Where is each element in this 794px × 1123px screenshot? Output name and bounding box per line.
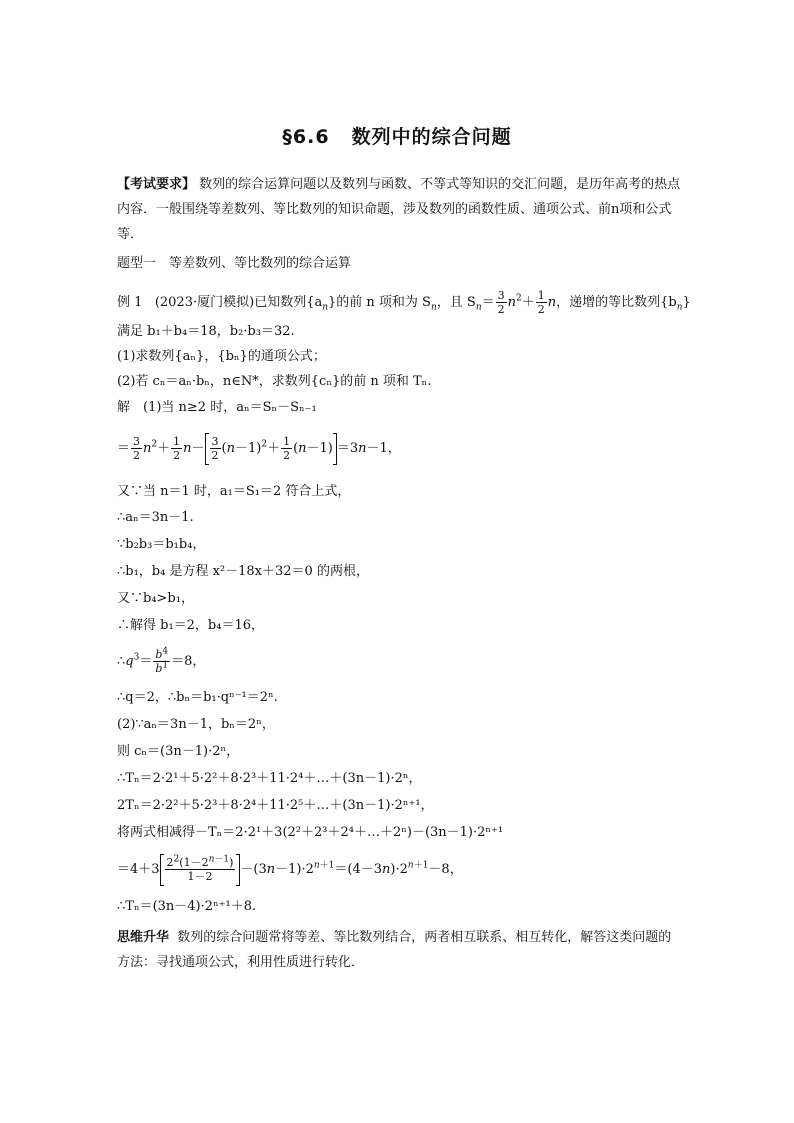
example-label: 例 1 [117, 295, 143, 310]
page-title [0, 122, 794, 149]
fraction: $\frac{3}{2}$ [133, 435, 141, 462]
reflection-label: 思维升华 [117, 930, 170, 945]
exam-requirement [117, 172, 682, 247]
reflection-text: 数列的综合问题常将等差、等比数列结合，两者相互联系、相互转化，解答这类问题的方法：寻找通项公式，利用性质进行转化． [117, 930, 672, 970]
right-bracket [236, 854, 240, 886]
solution-line-15: 将两式相减得－Tₙ＝2·2¹＋3(2²＋2³＋2⁴＋…＋2ⁿ)－(3n－1)·2ⁿ⁺¹ [117, 825, 504, 840]
reflection [117, 925, 682, 975]
fraction-three-halves: $\frac{3}{2}$ [497, 289, 505, 316]
example-text: }的前 n 项和为 S [328, 295, 431, 310]
solution-line-4: ∴aₙ＝3n－1. [117, 510, 194, 525]
solution-line-6: ∴b₁，b₄ 是方程 x²－18x＋32＝0 的两根， [117, 564, 369, 579]
fraction: $\frac{2^2(1-2^{n-1})}{1-2}$ [166, 854, 234, 883]
left-bracket [160, 854, 164, 886]
solution-line-7: 又∵b₄>b₁， [117, 591, 194, 606]
solution-line-13: ∴Tₙ＝2·2¹＋5·2²＋8·2³＋11·2⁴＋…＋(3n－1)·2ⁿ， [117, 771, 422, 786]
right-bracket [333, 433, 337, 465]
question-2: (2)若 cₙ＝aₙ·bₙ，n∈N*，求数列{cₙ}的前 n 项和 Tₙ. [117, 374, 432, 389]
solution-line-11: (2)∵aₙ＝3n－1，bₙ＝2ⁿ， [117, 717, 275, 732]
section-name: 数列中的综合问题 [351, 126, 512, 148]
example-text: ＝ [481, 295, 495, 310]
fraction: $\frac{3}{2}$ [211, 435, 219, 462]
solution-line-10: ∴q＝2，∴bₙ＝b₁·qⁿ⁻¹＝2ⁿ. [117, 690, 278, 705]
example-source: (2023·厦门模拟) [154, 295, 255, 310]
solution-line-3: 又∵当 n＝1 时，a₁＝S₁＝2 符合上式， [117, 484, 351, 499]
requirement-text: 数列的综合运算问题以及数列与函数、不等式等知识的交汇问题，是历年高考的热点内容．一般围绕等差数列、等比数列的知识命题，涉及数列的函数性质、通项公式、前n项和公式等． [117, 177, 681, 242]
example-text: ，且 S [436, 295, 476, 310]
solution-line-1: 解 (1)当 n≥2 时，aₙ＝Sₙ－Sₙ₋₁ [117, 400, 317, 415]
fraction: $\frac{1}{2}$ [173, 435, 181, 462]
solution-line-17: ∴Tₙ＝(3n－4)·2ⁿ⁺¹＋8. [117, 899, 257, 914]
fraction: $\frac{1}{2}$ [283, 435, 291, 462]
example-line-2: 满足 b₁＋b₄＝18，b₂·b₃＝32. [117, 324, 295, 339]
solution-line-8: ∴解得 b₁＝2，b₄＝16， [117, 618, 265, 633]
requirement-label: 【考试要求】 [117, 177, 196, 192]
section-number: §6.6 [282, 126, 330, 148]
example-text: 已知数列{a [254, 295, 323, 310]
solution-line-2: ＝ $\frac{3}{2}$ $n^2+$ $\frac{1}{2}$ n－ $\frac{3}{2}$ $(n-1)^2+$ $\frac{1}{2}$ (n－1) ＝3n－1， [117, 432, 401, 466]
fraction: $\frac{b^4}{b^1}$ [155, 646, 169, 675]
example-line-1: 例 1 (2023·厦门模拟)已知数列$\{a_n\}$的前 n 项和为 $S_n$，且 $S_n=$ $\frac{3}{2}$ $n^2+$ $\frac{1}{2}$ n，递增的等比数列$\{b_n\}$ [117, 289, 691, 316]
question-1: (1)求数列{aₙ}，{bₙ}的通项公式； [117, 349, 326, 364]
solution-line-12: 则 cₙ＝(3n－1)·2ⁿ， [117, 744, 240, 759]
example-text: } [682, 295, 691, 310]
left-bracket [205, 433, 209, 465]
solution-line-14: 2Tₙ＝2·2²＋5·2³＋8·2⁴＋11·2⁵＋…＋(3n－1)·2ⁿ⁺¹， [117, 798, 434, 813]
solution-line-16: ＝4＋3 $\frac{2^2(1-2^{n-1})}{1-2}$ $-(3n-1)\cdot 2^{n+1}=(4-3n)\cdot 2^{n+1}-8$， [117, 852, 463, 888]
solution-line-9: $\therefore q^3=$ $\frac{b^4}{b^1}$ ＝8， [117, 646, 206, 675]
topic-heading: 题型一 等差数列、等比数列的综合运算 [117, 256, 352, 271]
fraction-one-half: $\frac{1}{2}$ [537, 289, 545, 316]
example-text: ，递增的等比数列{b [556, 295, 677, 310]
solution-line-5: ∵b₂b₃＝b₁b₄， [117, 537, 206, 552]
